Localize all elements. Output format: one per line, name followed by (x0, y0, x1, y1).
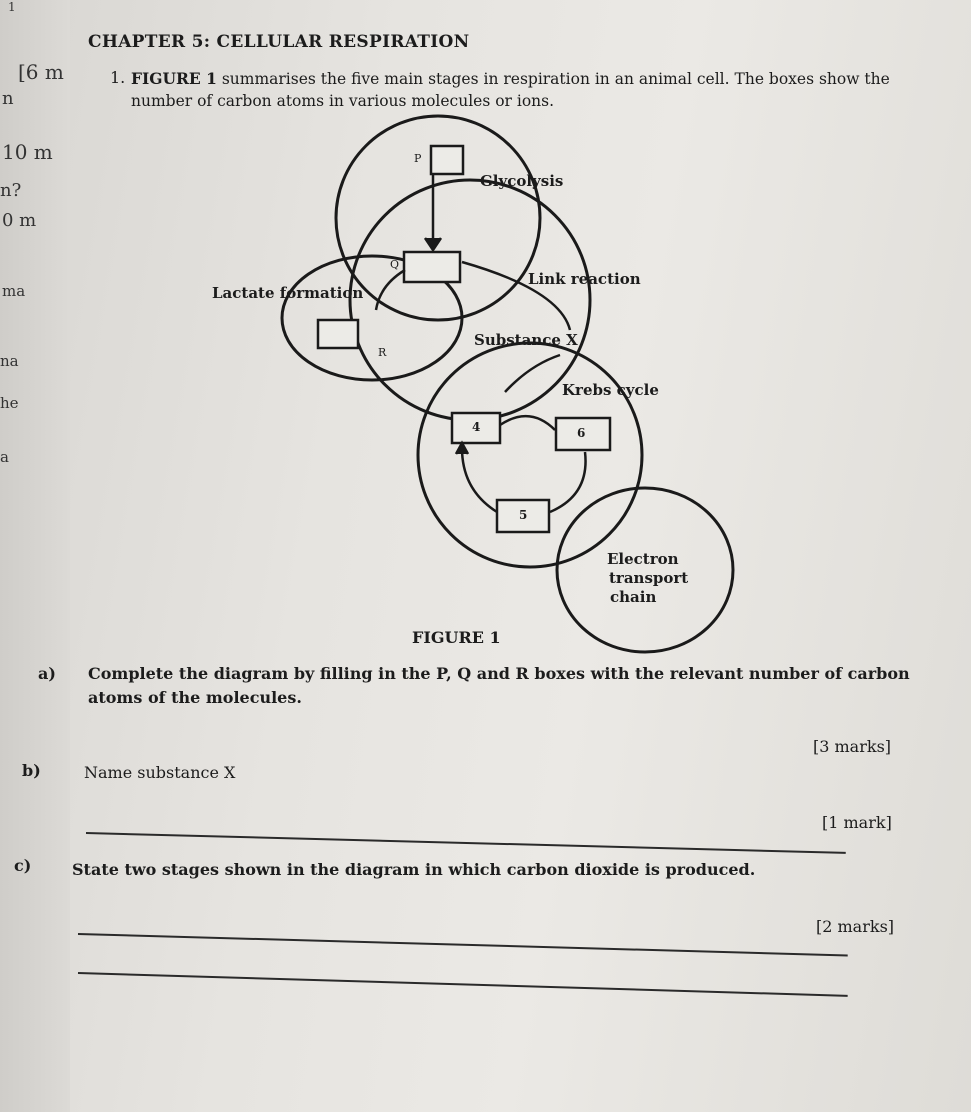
krebs-value: 6 (577, 426, 586, 440)
part-b-marks: [1 mark] (822, 813, 892, 832)
box-r (318, 320, 358, 348)
margin-note: 0 m (2, 210, 37, 231)
question-number: 1. (110, 68, 126, 87)
substance-x-label: Substance X (474, 331, 578, 349)
etc-label-line1: Electron (607, 550, 679, 568)
margin-note: na (0, 352, 19, 370)
part-c-marks: [2 marks] (816, 917, 895, 936)
arrow-4-to-6 (500, 416, 555, 430)
figure-reference: FIGURE 1 (131, 69, 217, 88)
part-a-text-line2: atoms of the molecules. (88, 688, 302, 707)
margin-note: 10 m (2, 140, 53, 164)
krebs-cycle-label: Krebs cycle (562, 381, 659, 399)
margin-note: he (0, 394, 19, 412)
margin-note: ma (2, 282, 26, 300)
box-r-label: R (378, 346, 387, 359)
margin-note: a (0, 448, 9, 466)
etc-label-line2: transport (609, 569, 689, 587)
part-c-label: c) (14, 856, 32, 875)
etc-label-line3: chain (610, 588, 657, 606)
arrow-head (425, 238, 441, 250)
krebs-value: 4 (472, 420, 481, 434)
margin-note: 1 (8, 0, 16, 14)
box-q (404, 252, 460, 282)
part-b-text: Name substance X (84, 763, 236, 782)
margin-note: [6 m (18, 60, 64, 84)
chapter-title: CHAPTER 5: CELLULAR RESPIRATION (88, 32, 470, 52)
part-a-label: a) (38, 664, 56, 683)
lactate-formation-label: Lactate formation (212, 284, 364, 302)
box-q-label: Q (390, 258, 400, 271)
krebs-cycle-circle (418, 343, 642, 567)
arrow-6-to-5 (550, 452, 586, 512)
link-reaction-circle (350, 180, 590, 420)
part-b-label: b) (22, 761, 41, 780)
part-a-marks: [3 marks] (813, 737, 892, 756)
question-body: summarises the five main stages in respiration in an animal cell. The boxes show the number of carbon atoms in various molecules or ions. (131, 70, 890, 110)
link-reaction-label: Link reaction (528, 270, 641, 288)
figure-caption: FIGURE 1 (412, 628, 501, 647)
arrow-q-to-r (376, 270, 405, 310)
arrow-5-to-4 (462, 448, 497, 512)
box-p-label: P (414, 152, 422, 165)
arrow-head (456, 443, 468, 454)
part-a-text-line1: Complete the diagram by filling in the P, Q and R boxes with the relevant number of carbon (88, 664, 910, 683)
krebs-value: 5 (519, 508, 528, 522)
margin-note: n? (0, 180, 22, 201)
margin-note: n (2, 88, 14, 109)
glycolysis-label: Glycolysis (480, 172, 564, 190)
part-c-text: State two stages shown in the diagram in which carbon dioxide is produced. (72, 860, 756, 879)
box-p (431, 146, 463, 174)
